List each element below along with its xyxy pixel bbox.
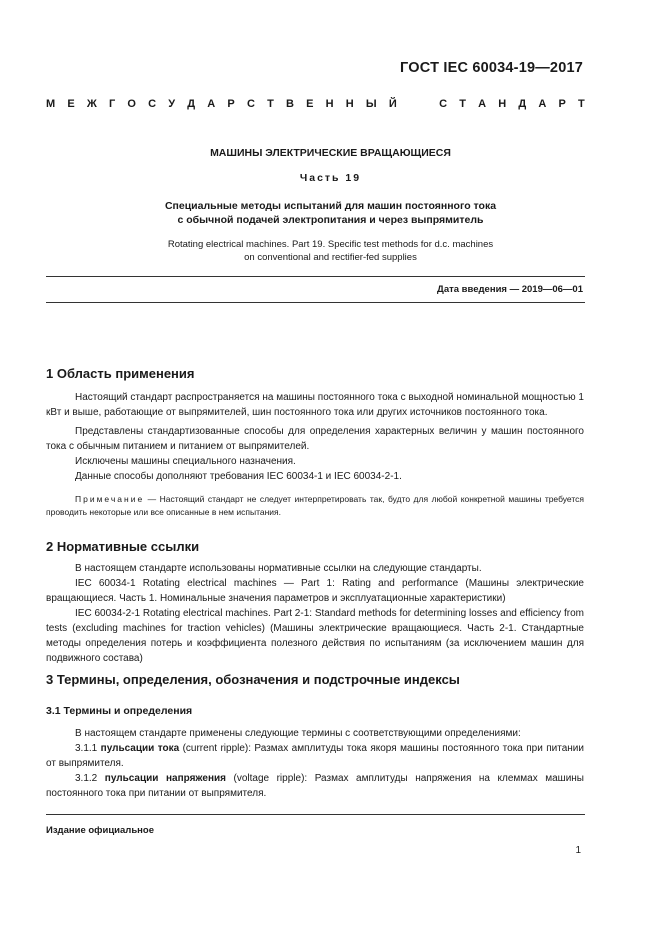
banner-letter: С — [439, 98, 448, 110]
section-1 — [46, 366, 584, 519]
term: пульсации напряжения — [104, 773, 226, 784]
interstate-standard-banner — [46, 98, 585, 110]
section-1-heading: 1 Область применения — [46, 366, 195, 381]
page-number: 1 — [575, 845, 581, 856]
term-definition — [46, 741, 584, 771]
banner-letter: А — [207, 98, 216, 110]
document-part: Часть 19 — [299, 172, 362, 184]
term-definition — [46, 771, 584, 801]
note-label: Примечание — [75, 494, 145, 504]
paragraph: Представлены стандартизованные способы для определения характерных величин у машин постоянного тока с обычным питанием и питанием от выпрямителей. — [46, 426, 584, 452]
banner-letter: Ж — [86, 98, 97, 110]
note-text: — Настоящий стандарт не следует интерпретировать так, будто для любой конкретной машины требуется проводить некоторые или все описанные в нем испытания. — [46, 494, 584, 517]
paragraph: IEC 60034-1 Rotating electrical machines — Part 1: Rating and performance (Машины электрические вращающиеся. Часть 1. Номинальные значения параметров и эксплуатационные характеристики) — [46, 578, 584, 604]
banner-letter: Н — [498, 98, 507, 110]
term-number: 3.1.2 — [75, 773, 105, 784]
footer-divider — [46, 814, 585, 815]
banner-letter: Й — [388, 98, 397, 110]
banner-letter: А — [538, 98, 547, 110]
section-3-1-heading: 3.1 Термины и определения — [46, 705, 193, 717]
subtitle-line: Специальные методы испытаний для машин постоянного тока — [164, 200, 497, 212]
term-number: 3.1.1 — [75, 743, 101, 754]
banner-letter: Т — [267, 98, 274, 110]
edition-label: Издание официальное — [46, 825, 154, 836]
banner-letter: Е — [67, 98, 75, 110]
banner-letter: Р — [558, 98, 566, 110]
term-text: (voltage ripple): Размах амплитуды напряжения на клеммах машины постоянного тока при питании от выпрямителя. — [46, 773, 584, 799]
banner-letter: О — [127, 98, 136, 110]
paragraph: Данные способы дополняют требования IEC 60034-1 и IEC 60034-2-1. — [75, 471, 402, 482]
term-text: (current ripple): Размах амплитуды тока якоря машины постоянного тока при питании от выпрямителя. — [46, 743, 584, 769]
introduction-date: Дата введения — 2019—06—01 — [437, 284, 583, 295]
banner-letter: Н — [345, 98, 354, 110]
banner-letter: С — [148, 98, 157, 110]
banner-letter: С — [246, 98, 255, 110]
banner-letter: А — [478, 98, 487, 110]
paragraph: Исключены машины специального назначения. — [75, 456, 296, 467]
section-2 — [46, 539, 584, 666]
top-divider — [46, 276, 585, 277]
paragraph: В настоящем стандарте применены следующие термины с соответствующими определениями: — [75, 728, 521, 739]
banner-letter: Д — [187, 98, 196, 110]
banner-letter: Ы — [365, 98, 377, 110]
banner-letter: М — [46, 98, 56, 110]
english-title-line: Rotating electrical machines. Part 19. Specific test methods for d.c. machines — [167, 239, 494, 250]
document-subtitle — [0, 199, 661, 227]
banner-letter: Т — [459, 98, 466, 110]
section-3 — [46, 672, 584, 801]
term: пульсации тока — [100, 743, 180, 754]
section-2-heading: 2 Нормативные ссылки — [46, 539, 200, 554]
banner-letter: Т — [578, 98, 585, 110]
document-title: МАШИНЫ ЭЛЕКТРИЧЕСКИЕ ВРАЩАЮЩИЕСЯ — [210, 147, 451, 159]
date-divider — [46, 302, 585, 303]
banner-letter: Н — [325, 98, 334, 110]
banner-letter: Е — [306, 98, 314, 110]
section-3-heading: 3 Термины, определения, обозначения и подстрочные индексы — [46, 672, 460, 687]
banner-letter: Д — [518, 98, 527, 110]
english-title — [0, 238, 661, 264]
banner-letter: В — [285, 98, 294, 110]
paragraph: В настоящем стандарте использованы нормативные ссылки на следующие стандарты. — [75, 563, 482, 574]
note — [46, 493, 584, 519]
banner-letter: Г — [108, 98, 116, 110]
subtitle-line: с обычной подачей электропитания и через выпрямитель — [177, 214, 484, 226]
paragraph: IEC 60034-2-1 Rotating electrical machines. Part 2-1: Standard methods for determining losses and efficiency from tests (excluding machines for traction vehicles) (Машины электрические вращающиеся. Часть 2-1. Стандартные методы определения потерь и коэффициента полезного действия по испытаниям (за исключением машин для подвижного состава) — [46, 608, 584, 664]
banner-word-gap — [409, 98, 427, 110]
standard-code: ГОСТ IEC 60034-19—2017 — [400, 60, 583, 76]
english-title-line: on conventional and rectifier-fed supplies — [244, 252, 417, 263]
paragraph: Настоящий стандарт распространяется на машины постоянного тока с выходной номинальной мощностью 1 кВт и выше, работающие от выпрямителей, шин постоянного тока или других источников постоянного тока. — [46, 392, 584, 418]
banner-letter: У — [168, 98, 176, 110]
banner-letter: Р — [227, 98, 235, 110]
